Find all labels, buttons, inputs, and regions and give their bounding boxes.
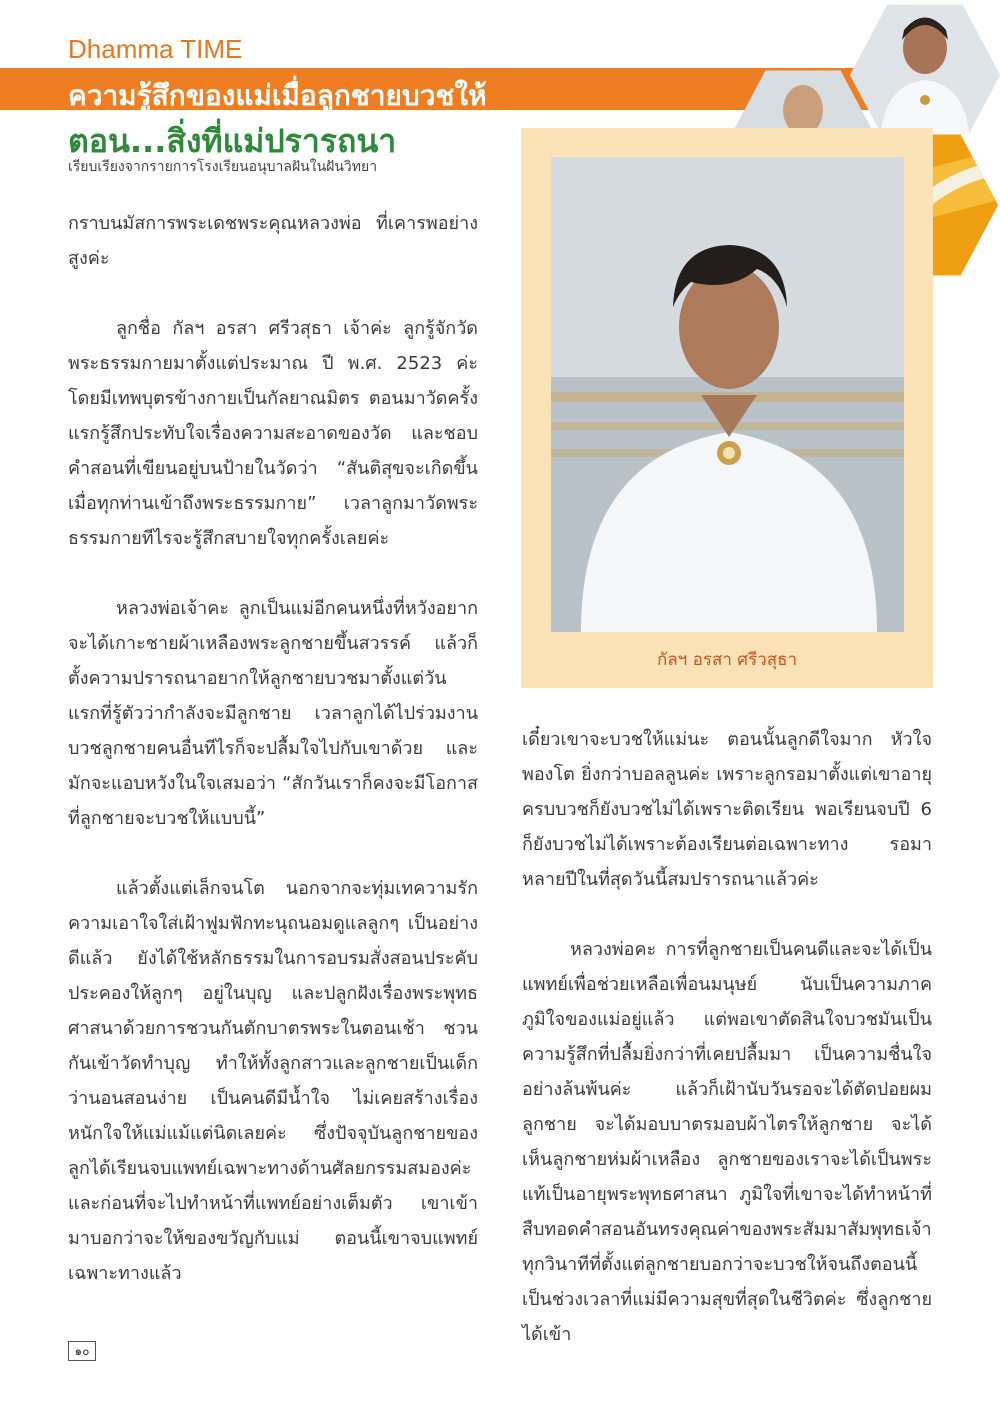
left-paragraph: ลูกชื่อ กัลฯ อรสา ศรีวสุธา เจ้าค่ะ ลูกรู้จักวัดพระธรรมกายมาตั้งแต่ประมาณ ปี พ.ศ. 2523 ค่ะ โดยมีเทพบุตรข้างกายเป็นกัลยาณมิตร ตอนมาวัดครั้งแรกรู้สึกประทับใจเรื่องความสะอาดของวัด และชอบคำสอนที่เขียนอยู่บนป้ายในวัดว่า “สันติสุขจะเกิดขึ้น เมื่อทุกท่านเข้าถึงพระธรรมกาย” เวลาลูกมาวัดพระธรรมกายทีไรจะรู้สึกสบายใจทุกครั้งเลยค่ะ [68,318,478,549]
left-column [68,206,478,1291]
section-label: Dhamma TIME [68,34,243,64]
right-paragraph: เดี๋ยวเขาจะบวชให้แม่นะ ตอนนั้นลูกดีใจมาก หัวใจพองโต ยิ่งกว่าบอลลูนค่ะ เพราะลูกรอมาตั้งแต่เขาอายุครบบวชก็ยังบวชไม่ได้เพราะติดเรียน พอเรียนจบปี 6 ก็ยังบวชไม่ได้เพราะต้องเรียนต่อเฉพาะทาง รอมาหลายปีในที่สุดวันนี้สมปรารถนาแล้วค่ะ [522,729,932,890]
article-credit: เรียบเรียงจากรายการโรงเรียนอนุบาลฝันในฝันวิทยา [68,159,378,175]
page-number: ๑๐ [68,1341,96,1361]
left-paragraph: หลวงพ่อเจ้าคะ ลูกเป็นแม่อีกคนหนึ่งที่หวังอยากจะได้เกาะชายผ้าเหลืองพระลูกชายขึ้นสวรรค์ แล้วก็ตั้งความปรารถนาอยากให้ลูกชายบวชมาตั้งแต่วันแรกที่รู้ตัวว่ากำลังจะมีลูกชาย เวลาลูกได้ไปร่วมงานบวชลูกชายคนอื่นทีไรก็จะปลื้มใจไปกับเขาด้วย และมักจะแอบหวังในใจเสมอว่า “สักวันเราก็คงจะมีโอกาส ที่ลูกชายจะบวชให้แบบนี้” [68,598,478,829]
article-title: ความรู้สึกของแม่เมื่อลูกชายบวชให้ [68,79,487,112]
left-paragraph: กราบนมัสการพระเดชพระคุณหลวงพ่อ ที่เคารพอย่างสูงค่ะ [68,213,478,269]
article-subtitle: ตอน...สิ่งที่แม่ปรารถนา [68,122,397,160]
left-paragraph: แล้วตั้งแต่เล็กจนโต นอกจากจะทุ่มเทความรักความเอาใจใส่เฝ้าฟูมฟักทะนุถนอมดูแลลูกๆ เป็นอย่างดีแล้ว ยังได้ใช้หลักธรรมในการอบรมสั่งสอนประคับประคองให้ลูกๆ อยู่ในบุญ และปลูกฝังเรื่องพระพุทธศาสนาด้วยการชวนกันตักบาตรพระในตอนเช้า ชวนกันเข้าวัดทำบุญ ทำให้ทั้งลูกสาวและลูกชายเป็นเด็กว่านอนสอนง่าย เป็นคนดีมีน้ำใจ ไม่เคยสร้างเรื่องหนักใจให้แม่แม้แต่นิดเลยค่ะ ซึ่งปัจจุบันลูกชายของลูกได้เรียนจบแพทย์เฉพาะทางด้านศัลยกรรมสมองค่ะ และก่อนที่จะไปทำหน้าที่แพทย์อย่างเต็มตัว เขาเข้ามาบอกว่าจะให้ของขวัญกับแม่ ตอนนี้เขาจบแพทย์เฉพาะทางแล้ว [68,878,478,1284]
right-column [522,722,932,1352]
main-photo [551,157,904,632]
right-paragraph: หลวงพ่อคะ การที่ลูกชายเป็นคนดีและจะได้เป็นแพทย์เพื่อช่วยเหลือเพื่อนมนุษย์ นับเป็นความภาคภูมิใจของแม่อยู่แล้ว แต่พอเขาตัดสินใจบวชมันเป็นความรู้สึกที่ปลื้มยิ่งกว่าที่เคยปลื้มมา เป็นความชื่นใจอย่างล้นพ้นค่ะ แล้วก็เฝ้านับวันรอจะได้ตัดปอยผมลูกชาย จะได้มอบบาตรมอบผ้าไตรให้ลูกชาย จะได้เห็นลูกชายห่มผ้าเหลือง ลูกชายของเราจะได้เป็นพระแท้เป็นอายุพระพุทธศาสนา ภูมิใจที่เขาจะได้ทำหน้าที่สืบทอดคำสอนอันทรงคุณค่าของพระสัมมาสัมพุทธเจ้า ทุกวินาทีที่ตั้งแต่ลูกชายบอกว่าจะบวชให้จนถึงตอนนี้ เป็นช่วงเวลาที่แม่มีความสุขที่สุดในชีวิตค่ะ ซึ่งลูกชายได้เข้า [522,939,932,1345]
photo-caption: กัลฯ อรสา ศรีวสุธา [656,650,798,670]
